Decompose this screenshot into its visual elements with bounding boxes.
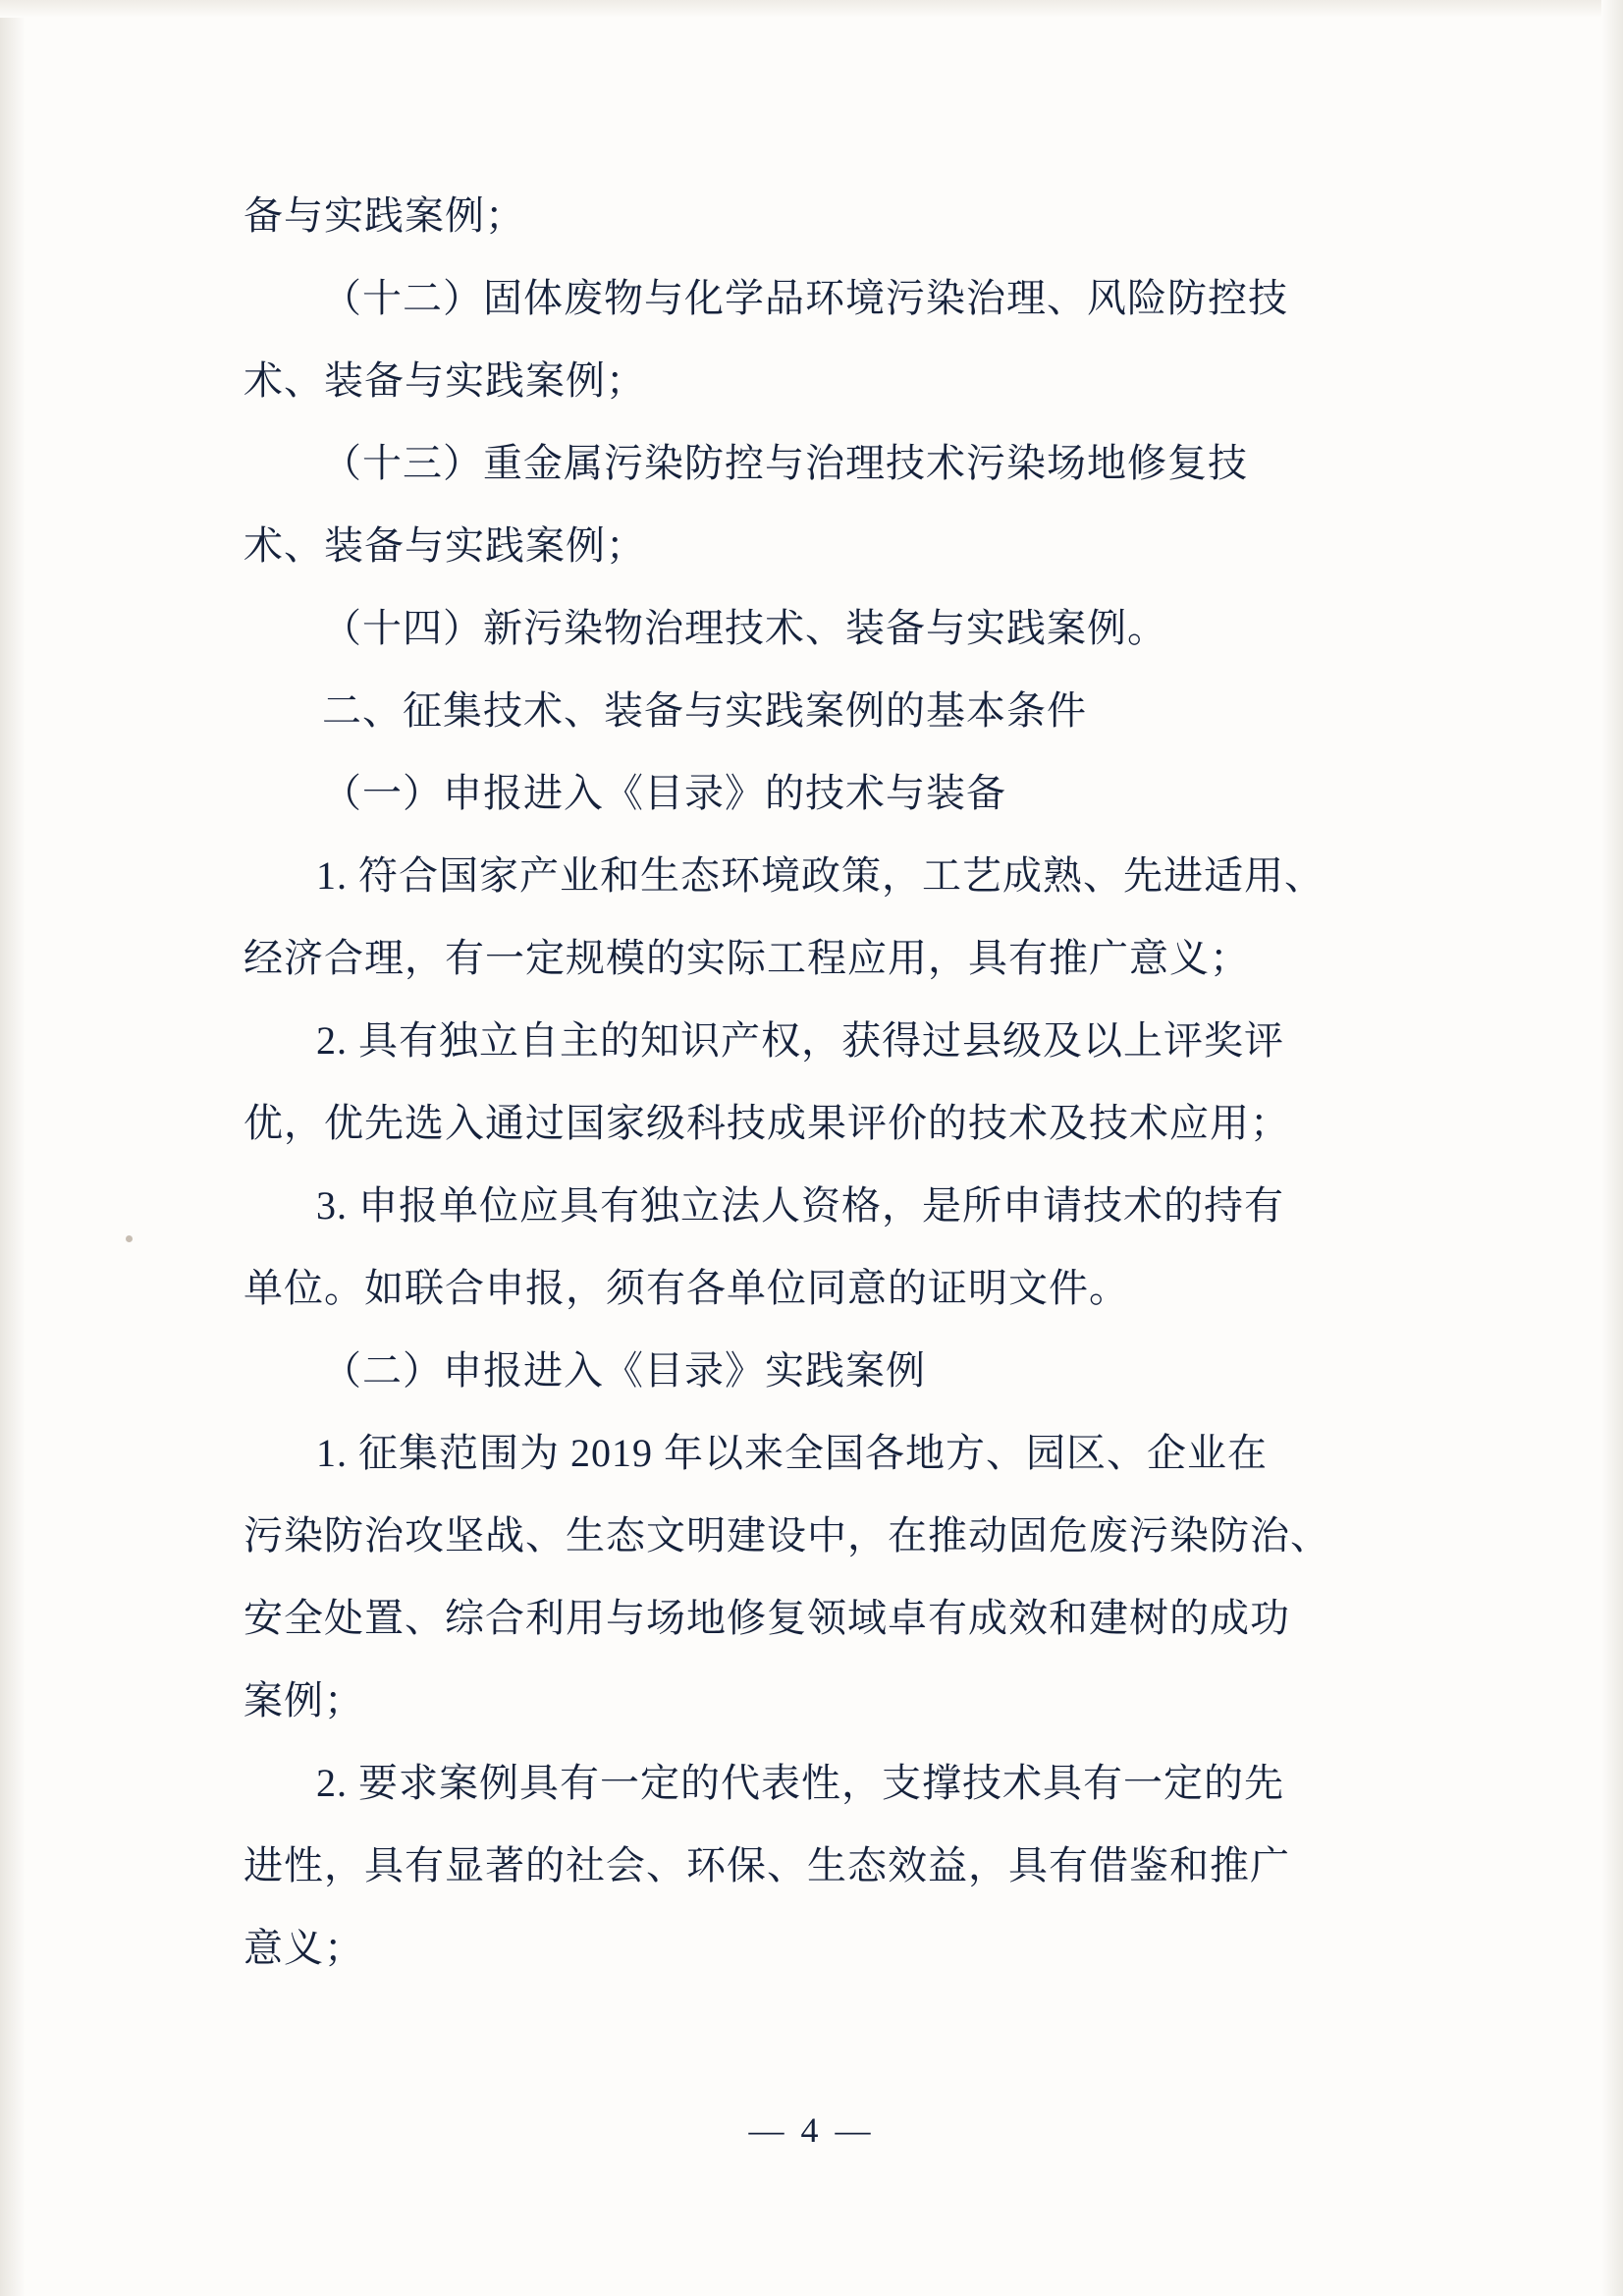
body-line: 2. 具有独立自主的知识产权，获得过县级及以上评奖评 [316,1018,1284,1063]
body-line: （十四）新污染物治理技术、装备与实践案例。 [322,606,1167,650]
body-line: （十三）重金属污染防控与治理技术污染场地修复技 [322,441,1248,485]
body-line: 安全处置、综合利用与场地修复领域卓有成效和建树的成功 [243,1596,1290,1640]
body-line: 污染防治攻坚战、生态文明建设中，在推动固危废污染防治、 [243,1513,1330,1558]
page-number: — 4 — [748,2110,875,2150]
body-line: 2. 要求案例具有一定的代表性，支撑技术具有一定的先 [316,1761,1284,1805]
body-line: 单位。如联合申报，须有各单位同意的证明文件。 [243,1266,1129,1310]
body-line: 术、装备与实践案例； [243,358,646,403]
body-line: 术、装备与实践案例； [243,523,646,568]
body-line: 案例； [243,1678,364,1722]
body-line: （十二）固体废物与化学品环境污染治理、风险防控技 [322,276,1288,320]
section-heading: 二、征集技术、装备与实践案例的基本条件 [322,688,1087,733]
body-line: 3. 申报单位应具有独立法人资格，是所申请技术的持有 [316,1183,1284,1228]
body-line: 优，优先选入通过国家级科技成果评价的技术及技术应用； [243,1101,1290,1145]
page-edge-shadow-left [0,0,26,2296]
body-line: 1. 符合国家产业和生态环境政策，工艺成熟、先进适用、 [316,853,1325,898]
document-body [243,175,1382,1990]
subsection-heading: （一）申报进入《目录》的技术与装备 [322,771,1006,815]
page-edge-shadow-right [1601,0,1623,2296]
scan-artifact-speck [126,1235,133,1242]
body-line: 进性，具有显著的社会、环保、生态效益，具有借鉴和推广 [243,1843,1290,1887]
body-line: 经济合理，有一定规模的实际工程应用，具有推广意义； [243,936,1250,980]
subsection-heading: （二）申报进入《目录》实践案例 [322,1348,926,1393]
body-line: 意义； [243,1926,364,1970]
body-line: 备与实践案例； [243,193,525,238]
body-line: 1. 征集范围为 2019 年以来全国各地方、园区、企业在 [316,1431,1268,1475]
page-edge-shadow-top [0,0,1623,18]
